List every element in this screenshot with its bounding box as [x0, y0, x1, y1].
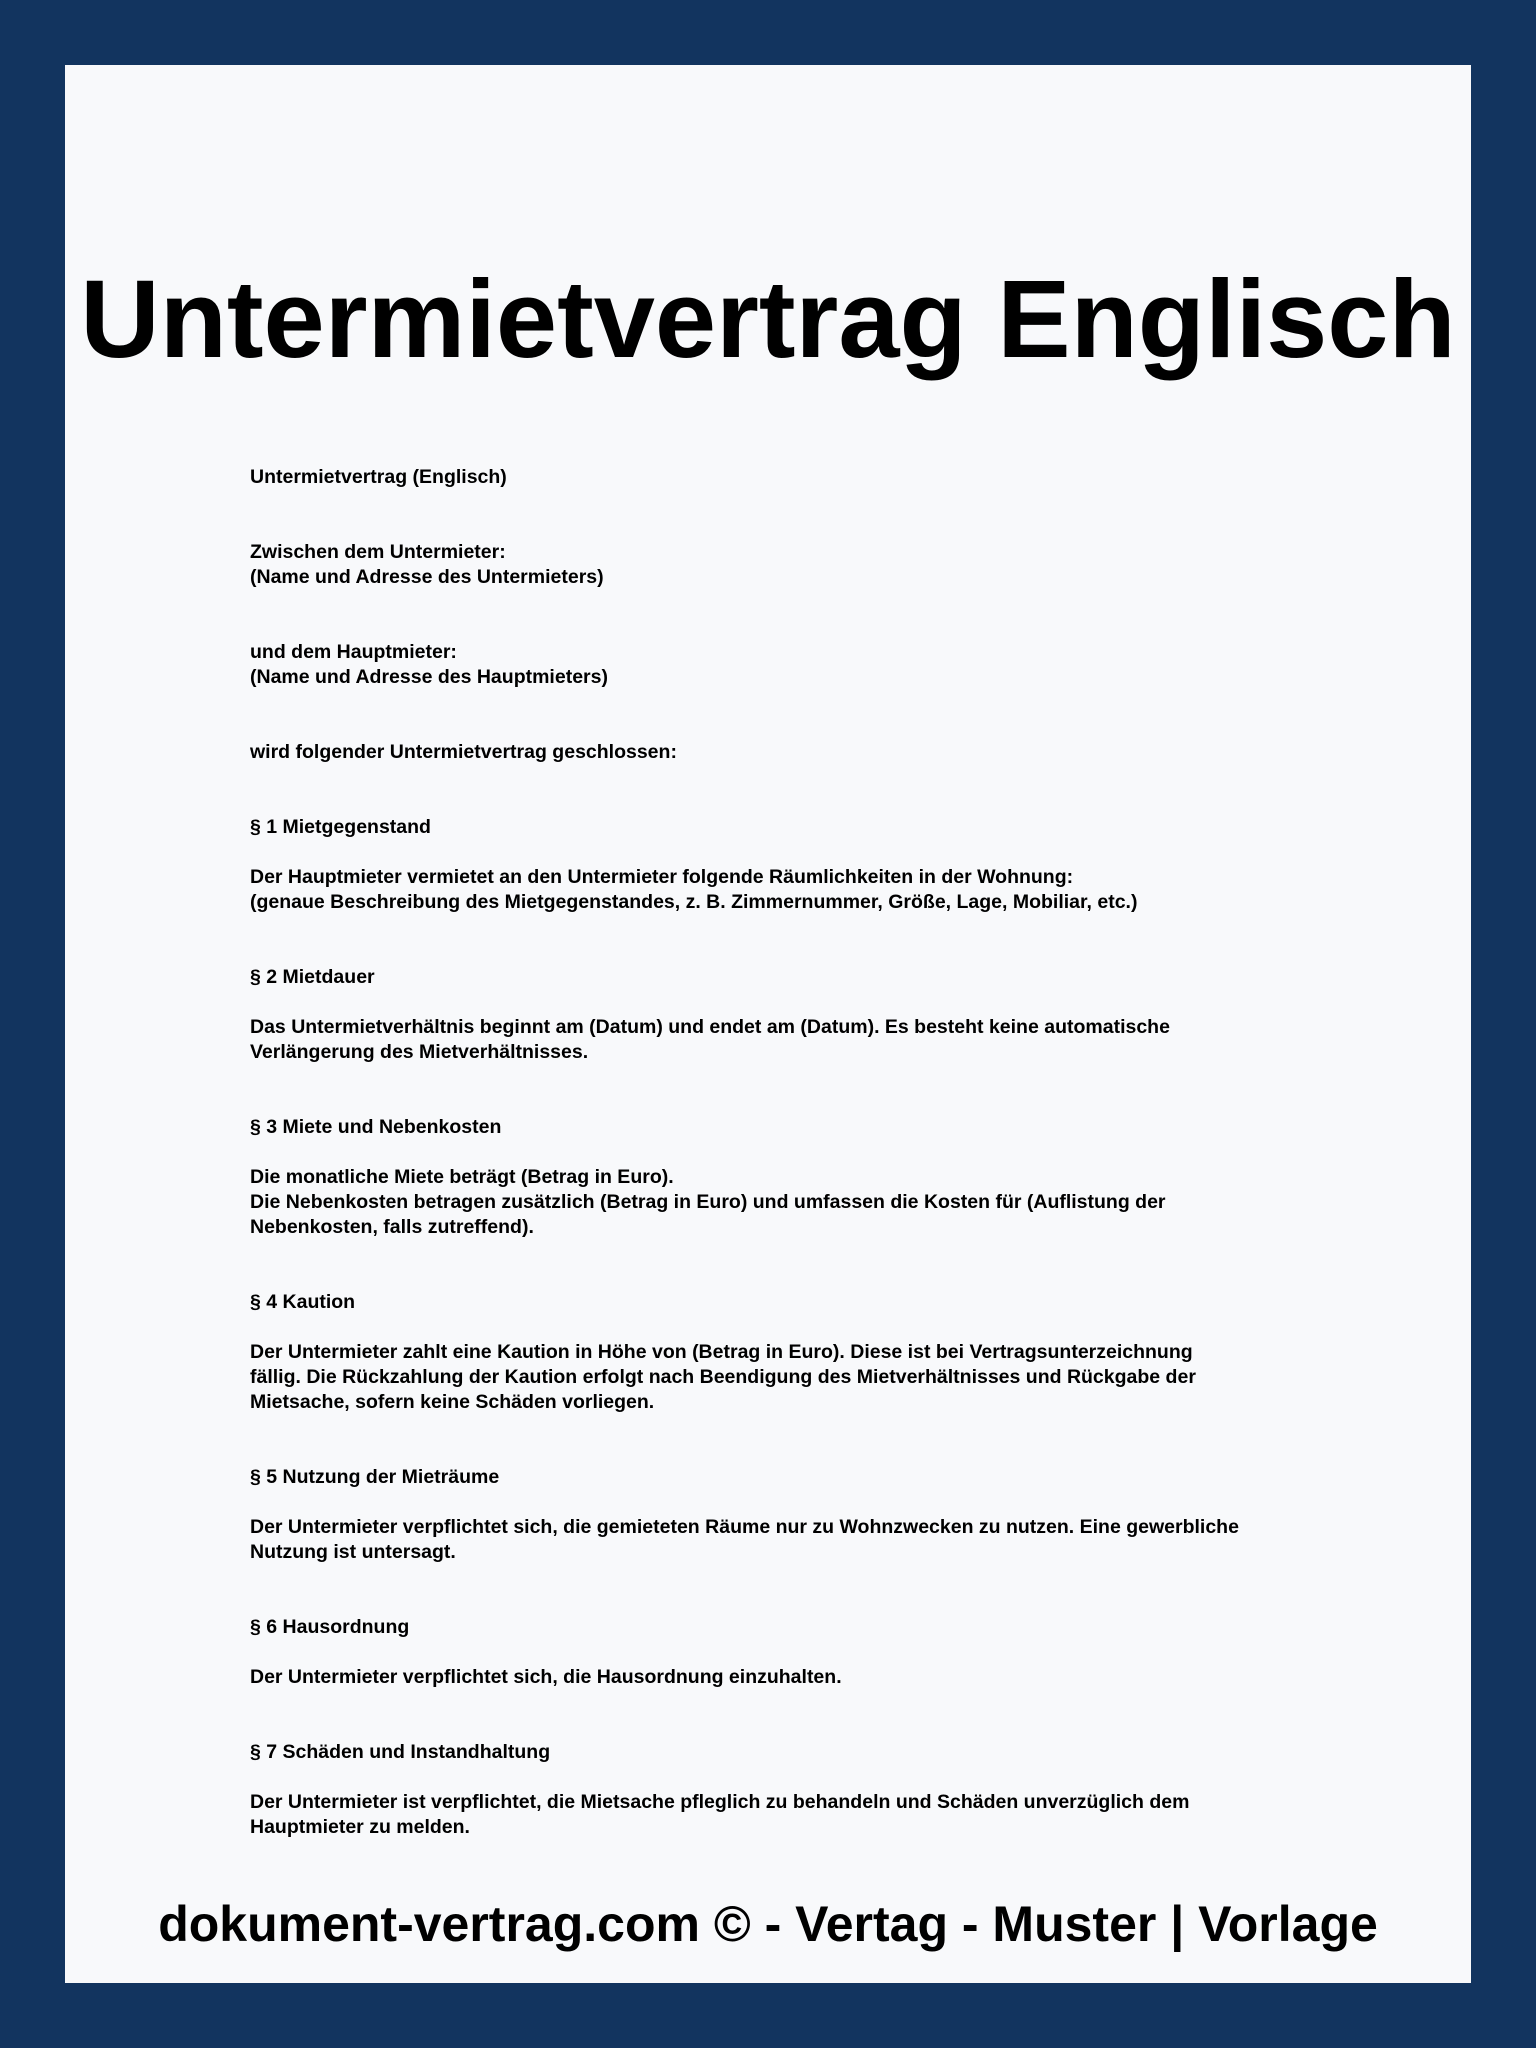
footer-watermark: dokument-vertrag.com © - Vertag - Muster | Vorlage — [158, 1896, 1378, 1952]
page-title: Untermietvertrag Englisch — [80, 258, 1456, 381]
document-page — [65, 65, 1471, 1983]
section-heading: § 7 Schäden und Instandhaltung — [250, 1741, 551, 1763]
section-6 — [250, 1615, 1350, 1690]
section-text: Die monatliche Miete beträgt (Betrag in Euro). Die Nebenkosten betragen zusätzlich (Betrag in Euro) und umfassen die Kosten für (Auflistung der Nebenkosten, falls zutreffend). — [250, 1166, 1166, 1238]
section-heading: § 2 Mietdauer — [250, 966, 375, 988]
section-heading: § 4 Kaution — [250, 1291, 356, 1313]
main-tenant-label: und dem Hauptmieter: — [250, 641, 457, 663]
section-text: Der Untermieter ist verpflichtet, die Mietsache pfleglich zu behandeln und Schäden unverzüglich dem Hauptmieter zu melden. — [250, 1791, 1190, 1838]
section-text: Der Untermieter verpflichtet sich, die Hausordnung einzuhalten. — [250, 1666, 842, 1688]
section-heading: § 1 Mietgegenstand — [250, 816, 431, 838]
section-4 — [250, 1290, 1350, 1415]
contract-body — [250, 465, 1350, 1840]
contract-heading: Untermietvertrag (Englisch) — [250, 466, 507, 488]
section-heading: § 3 Miete und Nebenkosten — [250, 1116, 502, 1138]
subtenant-label: Zwischen dem Untermieter: — [250, 541, 506, 563]
section-text: Das Untermietverhältnis beginnt am (Datum) und endet am (Datum). Es besteht keine automatische Verlängerung des Mietverhältnisses. — [250, 1016, 1170, 1063]
section-2 — [250, 965, 1350, 1065]
section-7 — [250, 1740, 1350, 1840]
subtenant-block — [250, 540, 1350, 590]
section-5 — [250, 1465, 1350, 1565]
section-1 — [250, 815, 1350, 915]
section-heading: § 5 Nutzung der Mieträume — [250, 1466, 500, 1488]
subtenant-placeholder: (Name und Adresse des Untermieters) — [250, 566, 604, 588]
section-heading: § 6 Hausordnung — [250, 1616, 410, 1638]
main-tenant-placeholder: (Name und Adresse des Hauptmieters) — [250, 666, 608, 688]
section-text: Der Hauptmieter vermietet an den Untermieter folgende Räumlichkeiten in der Wohnung: (genaue Beschreibung des Mietgegenstandes, z. B. Zimmernummer, Größe, Lage, Mobiliar, etc.) — [250, 866, 1138, 913]
main-tenant-block — [250, 640, 1350, 690]
section-text: Der Untermieter verpflichtet sich, die gemieteten Räume nur zu Wohnzwecken zu nutzen. Eine gewerbliche Nutzung ist untersagt. — [250, 1516, 1239, 1563]
section-3 — [250, 1115, 1350, 1240]
section-text: Der Untermieter zahlt eine Kaution in Höhe von (Betrag in Euro). Diese ist bei Vertragsunterzeichnung fällig. Die Rückzahlung der Kaution erfolgt nach Beendigung des Mietverhältnisses und Rückgabe der Mietsache, sofern keine Schäden vorliegen. — [250, 1341, 1196, 1413]
agreement-line: wird folgender Untermietvertrag geschlossen: — [250, 741, 677, 763]
